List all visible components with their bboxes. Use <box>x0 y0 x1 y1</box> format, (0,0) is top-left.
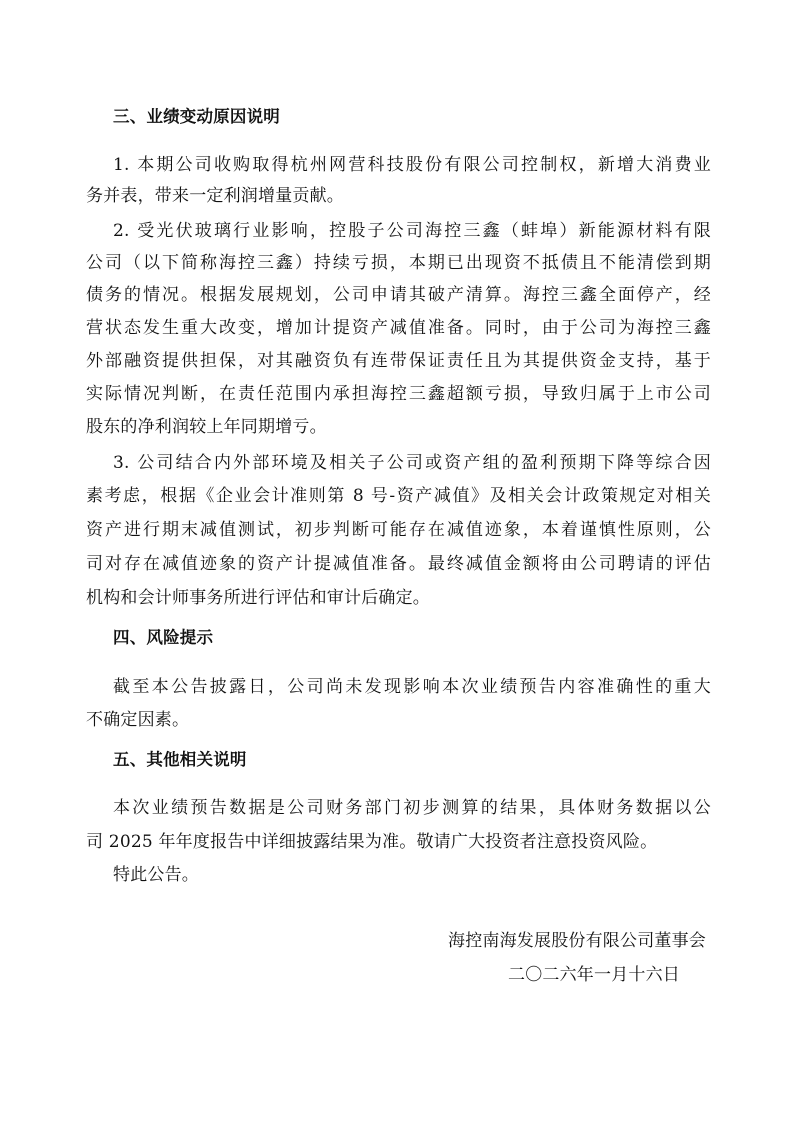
paragraph-line: 司 2025 年年度报告中详细披露结果为准。敬请广大投资者注意投资风险。 <box>86 832 658 852</box>
paragraph-line: 股东的净利润较上年同期增亏。 <box>86 417 327 437</box>
signature-date: 二〇二六年一月十六日 <box>508 965 680 985</box>
paragraph-line: 本次业绩预告数据是公司财务部门初步测算的结果，具体财务数据以公 <box>113 798 711 818</box>
paragraph-line: 不确定因素。 <box>86 710 190 730</box>
paragraph-line: 外部融资提供担保，对其融资负有连带保证责任且为其提供资金支持，基于 <box>86 351 711 371</box>
paragraph-line: 实际情况判断，在责任范围内承担海控三鑫超额亏损，导致归属于上市公司 <box>86 384 711 404</box>
closing-line: 特此公告。 <box>113 865 199 885</box>
paragraph-line: 2. 受光伏玻璃行业影响，控股子公司海控三鑫（蚌埠）新能源材料有限 <box>113 221 711 241</box>
signature-company: 海控南海发展股份有限公司董事会 <box>448 931 706 951</box>
section-5-heading: 五、其他相关说明 <box>113 750 247 769</box>
paragraph-line: 公司（以下简称海控三鑫）持续亏损，本期已出现资不抵债且不能清偿到期 <box>86 253 711 273</box>
paragraph-line: 债务的情况。根据发展规划，公司申请其破产清算。海控三鑫全面停产，经 <box>86 285 711 305</box>
paragraph-line: 资产进行期末减值测试，初步判断可能存在减值迹象，本着谨慎性原则，公 <box>86 520 711 540</box>
paragraph-line: 3. 公司结合内外部环境及相关子公司或资产组的盈利预期下降等综合因 <box>113 453 711 473</box>
paragraph-line: 务并表，带来一定利润增量贡献。 <box>86 186 344 206</box>
section-3-heading: 三、业绩变动原因说明 <box>113 107 280 126</box>
section-4-heading: 四、风险提示 <box>113 628 214 647</box>
paragraph-line: 机构和会计师事务所进行评估和审计后确定。 <box>86 588 430 608</box>
paragraph-line: 素考虑，根据《企业会计准则第 8 号-资产减值》及相关会计政策规定对相关 <box>86 486 711 506</box>
paragraph-line: 截至本公告披露日，公司尚未发现影响本次业绩预告内容准确性的重大 <box>113 677 711 697</box>
paragraph-line: 营状态发生重大改变，增加计提资产减值准备。同时，由于公司为海控三鑫 <box>86 318 711 338</box>
paragraph-line: 司对存在减值迹象的资产计提减值准备。最终减值金额将由公司聘请的评估 <box>86 554 711 574</box>
paragraph-line: 1. 本期公司收购取得杭州网营科技股份有限公司控制权，新增大消费业 <box>113 155 711 175</box>
